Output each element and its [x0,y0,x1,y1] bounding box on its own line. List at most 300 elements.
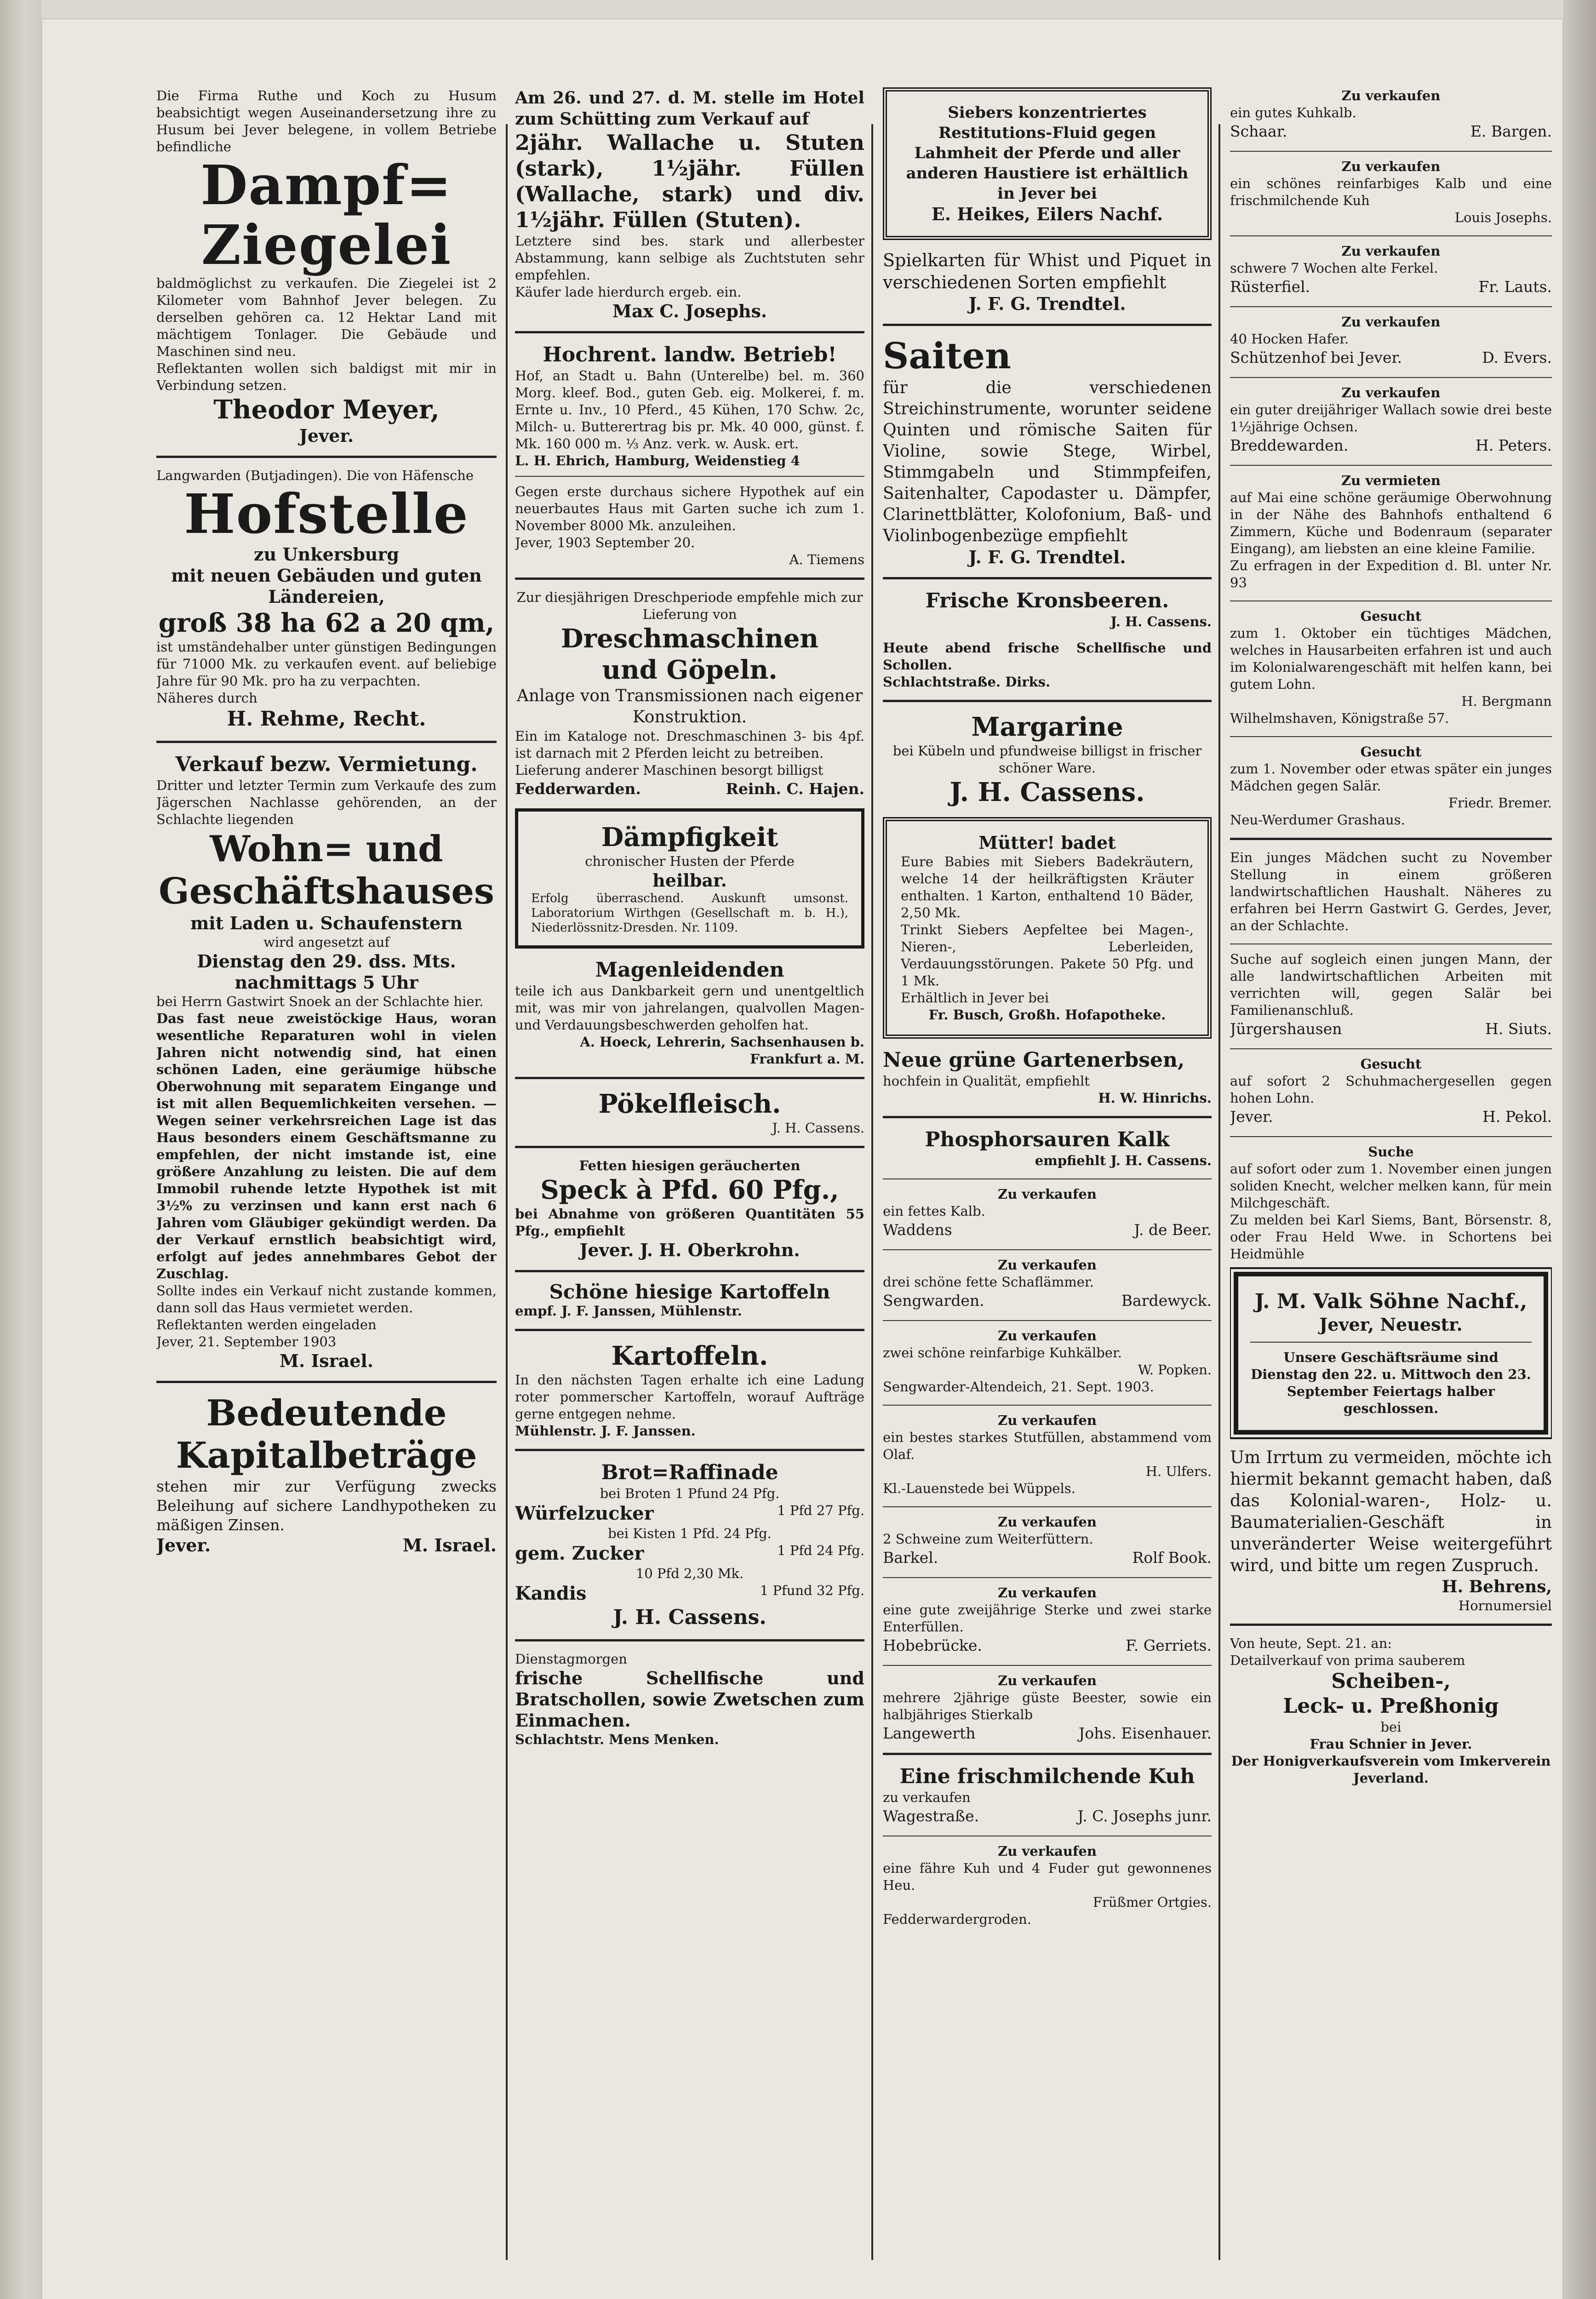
ad-text: zu verkaufen [883,1790,971,1805]
divider [883,1249,1212,1250]
ad-text: Heute abend frische Schellfische und Schollen. [883,640,1212,673]
divider [1230,1136,1552,1137]
divider [1230,377,1552,378]
ad-signature-row [1230,277,1552,297]
ad-signature: H. Ulfers. [1145,1464,1212,1479]
ad-product: Kandis [515,1583,587,1604]
ad-place: Wilhelmshaven, Königstraße 57. [1230,710,1449,726]
ad-signature-row [515,779,864,799]
ad-signature: E. Bargen. [1470,122,1552,140]
ad-headline: Frische Kronsbeeren. [925,589,1169,612]
ad-verkauf-stutfuellen [883,1412,1212,1497]
ad-margarine [883,711,1212,808]
ad-headline: Dampf= [200,153,452,217]
ad-valk-soehne [1234,1272,1548,1435]
ad-gesucht-maedchen-2 [1230,743,1552,829]
ad-signature: J. H. Cassens. [772,1120,864,1136]
ad-signature-row [883,1291,1212,1311]
page-edge [1563,0,1596,2299]
ad-gartenerbsen [883,1048,1212,1107]
ad-text: stehen mir zur Verfügung zwecks Beleihung auf sichere Landhypotheken zu mäßigen Zinsen. [156,1477,497,1534]
ad-text: teile ich aus Dankbarkeit gern und unentgeltlich mit, was mir von jahrelangen, qualvollen Magen- und Verdauungsbeschwerden geholfen hat. [515,983,864,1033]
ad-text: ein bestes starkes Stutfüllen, abstammend vom Olaf. [883,1430,1212,1462]
ad-title: Verkauf bezw. Vermietung. [175,753,478,776]
ad-small-text: Erfolg überraschend. Auskunft umsonst. Laboratorium Wirthgen (Gesellschaft m. b. H.), Niederlössnitz-Dresden. Nr. 1109. [531,892,848,935]
ad-signature-row [883,1548,1212,1568]
ad-signature: W. Popken. [1138,1362,1212,1378]
ad-text: Langwarden (Butjadingen). Die von Häfensche [156,468,474,483]
ad-signature: A. Hoeck, Lehrerin, Sachsenhausen b. Frankfurt a. M. [580,1034,864,1067]
price-row [515,1542,864,1565]
ad-price: bei Kisten 1 Pfd. 24 Pfg. [608,1526,772,1541]
divider [883,1405,1212,1406]
ad-text: bei Herrn Gastwirt Snoek an der Schlachte hier. [156,994,484,1009]
ad-headline: Hochrent. landw. Betrieb! [543,343,837,366]
ad-signature: J. F. G. Trendtel. [968,547,1126,567]
ad-daempfigkeit [515,808,864,949]
ad-time: nachmittags 5 Uhr [235,972,418,993]
ad-verkauf-schaflaemmer [883,1257,1212,1311]
ad-signature: Bardewyck. [1121,1292,1212,1310]
ad-place: Neu-Werdumer Grashaus. [1230,812,1405,828]
ad-date: Jever, 21. September 1903 [156,1334,337,1350]
ad-headline: Pökelfleisch. [598,1089,781,1119]
ad-signature: M. Israel. [402,1535,497,1556]
ad-signature: Schlachtstraße. Dirks. [883,674,1051,690]
ad-headline: Leck- u. Preßhonig [1283,1694,1499,1718]
ad-text: wird angesetzt auf [263,934,389,950]
ad-signature-row [1230,435,1552,456]
ad-signature: D. Evers. [1482,349,1552,366]
ad-signature: M. Israel. [279,1350,374,1371]
ad-kalb-kuh [1230,158,1552,226]
ad-schellfische-dirks [883,640,1212,691]
ad-signature: Rolf Book. [1132,1549,1212,1567]
ad-signature: H. Behrens, [1442,1577,1552,1596]
ad-signature: Johs. Eisenhauer. [1079,1724,1212,1742]
ad-price: bei Broten 1 Pfund 24 Pfg. [600,1486,780,1501]
ad-place: Hobebrücke. [883,1636,982,1654]
ad-title: Zu verkaufen [1341,159,1441,174]
ad-signature: H. W. Hinrichs. [1098,1090,1212,1106]
ad-title: Suche [1368,1144,1414,1160]
ad-text: Zur diesjährigen Dreschperiode empfehle mich zur Lieferung von [516,589,863,622]
ad-title: Zu verkaufen [998,1257,1097,1273]
ad-signature: F. Gerriets. [1126,1636,1212,1654]
ad-text: auf sofort oder zum 1. November einen jungen soliden Knecht, welcher melken kann, für mein Milchgeschäft. [1230,1161,1552,1211]
ad-speck [515,1157,864,1261]
ad-text: Detailverkauf von prima sauberem [1230,1653,1465,1668]
divider [883,1506,1212,1507]
divider [156,1381,497,1383]
ad-signature: J. H. Cassens. [950,777,1145,807]
ad-headline: Eine frischmilchende Kuh [899,1765,1195,1788]
ad-text: zwei schöne reinfarbige Kuhkälber. [883,1345,1122,1361]
ad-product: Würfelzucker [515,1503,654,1524]
ad-place: Jever. [1230,1108,1273,1126]
divider [1230,306,1552,307]
ad-text: schwere 7 Wochen alte Ferkel. [1230,260,1438,276]
ad-stellung [1230,849,1552,934]
ad-signature-row [883,1636,1212,1656]
ad-saiten [883,335,1212,568]
ad-kartoffeln-2 [515,1340,864,1440]
ad-place: Kl.-Lauenstede bei Wüppels. [883,1481,1075,1496]
ad-knecht [1230,1144,1552,1263]
ad-place: Fedderwarden. [515,780,641,798]
ad-ziegelei [156,87,497,446]
ad-text: mit neuen Gebäuden und guten Ländereien, [171,565,482,607]
ad-price: 1 Pfd 27 Pfg. [777,1503,864,1518]
column-rule [871,124,873,2260]
ad-headline: Speck à Pfd. 60 Pfg., [540,1175,839,1205]
ad-signature: H. Peters. [1476,436,1552,454]
ad-text: zu Unkersburg [254,544,399,565]
price-row [515,1502,864,1525]
ad-title: Zu verkaufen [998,1413,1097,1428]
ad-signature: Reinh. C. Hajen. [726,780,864,798]
ad-text: eine gute zweijährige Sterke und zwei starke Enterfüllen. [883,1602,1212,1635]
ad-headline: Mütter! badet [978,832,1116,853]
ad-headline: Ziegelei [201,213,452,277]
ad-verkauf-heu [883,1843,1212,1928]
ad-title: Zu verkaufen [998,1585,1097,1601]
ad-signature: Frau Schnier in Jever. [1310,1736,1472,1752]
divider [515,1077,864,1079]
divider [883,1753,1212,1755]
ad-text: Erhältlich in Jever bei [901,990,1049,1006]
ad-signature: Fr. Busch, Großh. Hofapotheke. [928,1007,1166,1023]
divider [1230,736,1552,737]
ad-place: Schützenhof bei Jever. [1230,349,1402,366]
ad-text: ist umständehalber unter günstigen Bedingungen für 71000 Mk. zu verkaufen event. auf beliebige Jahre für 90 Mk. pro ha zu verpachten. [156,639,497,689]
divider [1250,1342,1532,1343]
newspaper-page [41,18,1563,2299]
divider [1230,465,1552,466]
ad-title: Zu verkaufen [998,1843,1097,1859]
ad-signature: Max C. Josephs. [612,301,767,321]
ad-text: Die Firma Ruthe und Koch zu Husum beabsichtigt wegen Auseinandersetzung ihre zu Husum bei Jever belegene, in vollem Betriebe befindliche [156,88,497,154]
page-binding [0,0,41,2299]
divider [883,1665,1212,1666]
ad-signature: H. Siuts. [1485,1020,1552,1038]
ad-place: Jürgershausen [1230,1020,1342,1038]
column-3 [883,87,1212,2269]
ad-headline: Phosphorsauren Kalk [925,1128,1170,1151]
ad-signature-row [883,1806,1212,1826]
ad-muetter-badet [883,817,1212,1039]
ad-signature: empf. J. F. Janssen, Mühlenstr. [515,1303,742,1319]
ad-headline: Geschäftshauses [159,870,494,912]
ad-text: bei Kübeln und pfundweise billigst in frischer schöner Ware. [892,743,1202,776]
divider [1230,1624,1552,1626]
ad-text: auf Mai eine schöne geräumige Oberwohnung in der Nähe des Bahnhofs enthaltend 6 Zimmern, Küche und Bodenraum (separater Eingang), am liebsten an eine kleine Familie. [1230,490,1552,556]
ad-schuhmacher [1230,1056,1552,1127]
ad-text: eine fähre Kuh und 4 Fuder gut gewonnenes Heu. [883,1860,1212,1893]
ad-signature-row [156,1535,497,1556]
ad-spielkarten [883,249,1212,315]
ad-headline: Kapitalbeträge [176,1435,477,1476]
divider [515,476,864,477]
ad-title: Gesucht [1360,1056,1422,1072]
ad-zucker [515,1460,864,1630]
ad-text: Der Honigverkaufsverein vom Imkerverein Jeverland. [1231,1753,1551,1786]
ad-betrieb [515,343,864,568]
ad-signature: A. Tiemens [789,552,864,567]
ad-headline: Saiten [883,335,1011,377]
ad-text: Am 26. und 27. d. M. stelle im Hotel zum Schütting zum Verkauf auf [515,88,864,129]
ad-text: bei [1380,1719,1402,1735]
column-1 [156,87,497,2269]
ad-text: ein fettes Kalb. [883,1203,985,1219]
ad-wohnhaus [156,752,497,1372]
ad-text: für die verschiedenen Streichinstrumente, worunter seidene Quinten und römische Saiten für Violine, sowie Stege, Wirbel, Stimmgabeln und Stimmpfeifen, Saitenhalter, Capodaster u. Dämpfer, Clarinettblätter, Kolofonium, Baß- und Violinbogenbezüge empfiehlt [883,378,1212,545]
ad-signature: L. H. Ehrich, Hamburg, Weidenstieg 4 [515,453,800,469]
ad-text: Anlage von Transmissionen nach eigener Konstruktion. [516,686,863,726]
ad-title: Zu verkaufen [1341,314,1441,330]
divider [883,1320,1212,1321]
column-rule [1218,124,1220,2260]
ad-place: Schaar. [1230,122,1287,140]
divider [1230,1048,1552,1049]
divider [515,578,864,580]
ad-text: auf sofort 2 Schuhmachergesellen gegen hohen Lohn. [1230,1073,1552,1106]
ad-signature: empfiehlt J. H. Cassens. [1035,1153,1212,1168]
ad-date: Sengwarder-Altendeich, 21. Sept. 1903. [883,1379,1154,1395]
ad-honig [1230,1635,1552,1787]
divider [515,1270,864,1272]
ad-text: Eure Babies mit Siebers Badekräutern, welche 14 der heilkräftigsten Kräuter enthalten. 1 Karton, enthaltend 10 Bäder, 2,50 Mk. [901,854,1194,921]
ad-text: Dritter und letzter Termin zum Verkaufe des zum Jägerschen Nachlasse gehörenden, an der Schlachte liegenden [156,778,497,827]
ad-text: Suche auf sogleich einen jungen Mann, der alle landwirtschaftlichen Arbeiten mit verrichten will, gegen Salär bei Familienanschluß. [1230,951,1552,1018]
ad-text: mit Laden u. Schaufenstern [190,913,463,933]
ad-signature-row [1230,121,1552,142]
ad-signature: J. de Beer. [1134,1221,1212,1239]
ad-headline: J. M. Valk Söhne Nachf., [1254,1290,1527,1313]
divider [883,577,1212,579]
ad-text: Dienstagmorgen [515,1651,627,1667]
ad-signature: H. Rehme, Recht. [227,707,426,731]
ad-siebers-fluid [883,87,1212,240]
ad-headline: Dämpfigkeit [601,822,778,852]
ad-text: zum 1. Oktober ein tüchtiges Mädchen, welches in Hausarbeiten erfahren ist und auch im Kolonialwarengeschäft mit helfen kann, bei gutem Lohn. [1230,625,1552,692]
ad-text: Letztere sind bes. stark und allerbester Abstammung, kann selbige als Zuchtstuten sehr empfehlen. [515,233,864,283]
ad-text: bei Abnahme von größeren Quantitäten 55 Pfg., empfiehlt [515,1206,864,1239]
ad-price: 1 Pfund 32 Pfg. [760,1583,864,1598]
ad-gesucht-maedchen [1230,608,1552,727]
ad-text: Um Irrtum zu vermeiden, möchte ich hiermit bekannt gemacht haben, daß das Kolonial-waren-, Holz- u. Baumaterialien-Geschäft in unveränderter Weise weitergeführt wird, und bitte um regen Zuspruch. [1230,1447,1552,1575]
ad-text: Spielkarten für Whist und Piquet in verschiedenen Sorten empfiehlt [883,250,1212,292]
ad-text: chronischer Husten der Pferde [585,853,795,869]
divider [156,456,497,458]
ad-text: baldmöglichst zu verkaufen. Die Ziegelei ist 2 Kilometer vom Bahnhof Jever belegen. Zu derselben gehören ca. 12 Hektar Land mit mächtigem Tonlager. Die Gebäude und Maschinen sind neu. [156,275,497,359]
divider [883,700,1212,702]
ad-phosphorkalk [883,1127,1212,1169]
ad-verkauf-schweine [883,1514,1212,1568]
divider [515,1329,864,1331]
ad-hofstelle [156,467,497,732]
ad-headline: und Göpeln. [602,655,778,685]
ad-text: 2 Schweine zum Weiterfüttern. [883,1531,1093,1547]
ad-title: Zu verkaufen [1341,385,1441,400]
ad-signature-row [1230,1107,1552,1127]
ad-title: Zu verkaufen [998,1514,1097,1530]
ad-frischmilchende-kuh [883,1764,1212,1826]
ad-kartoffeln-1 [515,1281,864,1320]
ad-pferde [515,87,864,322]
ad-ferkel [1230,243,1552,297]
ad-text: mehrere 2jährige güste Beester, sowie ein halbjähriges Stierkalb [883,1690,1212,1722]
ad-text: Unsere Geschäftsräume sind Dienstag den 22. u. Mittwoch den 23. September Feiertags halber geschlossen. [1251,1350,1531,1416]
divider [515,1449,864,1451]
ad-text: zum 1. November oder etwas später ein junges Mädchen gegen Salär. [1230,761,1552,794]
ad-text: Lieferung anderer Maschinen besorgt billigst [515,762,824,778]
ad-headline: Neue grüne Gartenerbsen, [883,1048,1185,1072]
ad-text: Sollte indes ein Verkauf nicht zustande kommen, dann soll das Haus vermietet werden. [156,1283,497,1315]
ad-title: Zu verkaufen [1341,88,1441,103]
ad-place: Sengwarden. [883,1292,984,1310]
ad-title: Zu verkaufen [998,1328,1097,1344]
ad-behrens [1230,1447,1552,1614]
ad-signature: Mühlenstr. J. F. Janssen. [515,1423,696,1439]
ad-text: Trinkt Siebers Aepfeltee bei Magen-, Nieren-, Leberleiden, Verdauungsstörungen. Pakete 50 Pfg. und 1 Mk. [901,922,1194,989]
divider [515,1146,864,1148]
ad-verkauf-kalb [883,1186,1212,1240]
ad-kuhkalb [1230,87,1552,142]
ad-signature: Theodor Meyer, [213,395,440,425]
ad-signature: Früßmer Ortgies. [1093,1894,1212,1910]
ad-dreschmaschinen [515,589,864,799]
ad-text: Siebers konzentriertes Restitutions-Fluid gegen Lahmheit der Pferde und aller anderen Haustiere ist erhältlich in Jever bei [906,103,1189,203]
ad-signature: Jever. J. H. Oberkrohn. [579,1240,800,1260]
column-2 [515,87,864,2269]
divider [1230,838,1552,840]
ad-text: hochfein in Qualität, empfiehlt [883,1073,1090,1089]
ad-headline: Brot=Raffinade [601,1461,778,1484]
ad-text: Von heute, Sept. 21. an: [1230,1636,1392,1651]
ad-kapital [156,1392,497,1556]
ad-text: Fetten hiesigen geräucherten [579,1158,801,1173]
ad-headline: 2jähr. Wallache u. Stuten (stark), 1½jähr. Füllen (Wallache, stark) und div. 1½jähr. Füllen (Stuten). [515,130,864,232]
ad-text: Käufer lade hierdurch ergeb. ein. [515,284,742,300]
ad-price: 10 Pfd 2,30 Mk. [635,1566,744,1581]
ad-place: Jever. [299,425,354,446]
ad-headline: Bedeutende [206,1392,447,1434]
divider [1230,151,1552,152]
ad-signature: Friedr. Bremer. [1448,795,1552,811]
ad-text: Reflektanten werden eingeladen [156,1317,377,1333]
ad-text: Zu melden bei Karl Siems, Bant, Börsenstr. 8, oder Frau Held Wwe. in Schortens bei Heidmühle [1230,1212,1552,1262]
ad-signature: Louis Josephs. [1454,210,1552,225]
ad-signature-row [883,1220,1212,1240]
divider [515,331,864,333]
ad-text: Gegen erste durchaus sichere Hypothek auf ein neuerbautes Haus mit Garten suche ich zum 1. November 8000 Mk. anzuleihen. [515,484,864,533]
ad-wallach-ochsen [1230,384,1552,456]
ad-text: In den nächsten Tagen erhalte ich eine Ladung roter pommerscher Kartoffeln, worauf Aufträge gerne entgegen nehme. [515,1372,864,1422]
ad-text: Zu erfragen in der Expedition d. Bl. unter Nr. 93 [1230,558,1552,590]
divider [156,741,497,743]
ad-verkauf-beester [883,1672,1212,1744]
ad-text: Reflektanten wollen sich baldigst mit mir in Verbindung setzen. [156,360,497,393]
ad-hafer [1230,314,1552,368]
ad-poekelfleisch [515,1088,864,1137]
ad-signature: H. Bergmann [1461,693,1552,709]
ad-text: ein schönes reinfarbiges Kalb und eine frischmilchende Kuh [1230,176,1552,208]
ad-product: gem. Zucker [515,1543,644,1564]
ad-place: Langewerth [883,1724,976,1742]
ad-place: Jever, Neuestr. [1319,1314,1463,1335]
column-4 [1230,87,1552,2269]
ad-headline: Dreschmaschinen [561,623,819,654]
ad-schellfische [515,1651,864,1748]
ad-text: heilbar. [652,870,727,891]
ad-place: Fedderwardergroden. [883,1911,1031,1927]
ad-place: Rüsterfiel. [1230,278,1310,296]
ad-text: Das fast neue zweistöckige Haus, woran wesentliche Reparaturen wohl in vielen Jahren nicht notwendig sind, hat einen schönen Laden, eine geräumige hübsche Oberwohnung mit separatem Eingange und ist mit allen Bequemlichkeiten versehen. — Wegen seiner verkehrsreichen Lage ist das Haus besonders einem Geschäftsmanne zu empfehlen, der nicht imstande ist, eine größere Anzahlung zu leisten. Die auf dem Immobil ruhende letzte Hypothek ist mit 3½% zu verzinsen und kann erst nach 6 Jahren vom Gläubiger gekündigt werden. Da der Verkauf ernstlich beabsichtigt wird, erfolgt auf jedes annehmbares Gebot der Zuschlag. [156,1011,497,1281]
divider [883,1116,1212,1118]
divider [1230,600,1552,601]
ad-size: groß 38 ha 62 a 20 qm, [158,608,495,638]
ad-text: drei schöne fette Schaflämmer. [883,1274,1094,1290]
ad-signature: J. F. G. Trendtel. [968,293,1126,314]
ad-date: Dienstag den 29. dss. Mts. [197,951,456,972]
ad-text: ein guter dreijähriger Wallach sowie drei beste 1½jährige Ochsen. [1230,402,1552,435]
ad-signature: E. Heikes, Eilers Nachf. [931,204,1163,224]
ad-magen [515,958,864,1068]
ad-title: Zu verkaufen [998,1673,1097,1688]
ad-text: ein gutes Kuhkalb. [1230,105,1356,120]
ad-headline: Margarine [971,712,1123,742]
ad-verkauf-kuhkaelber [883,1327,1212,1395]
ad-place: Barkel. [883,1549,938,1567]
ad-place: Jever. [156,1535,211,1556]
ad-headline: Hofstelle [184,482,469,546]
ad-title: Zu verkaufen [998,1186,1097,1202]
ad-place: Wagestraße. [883,1807,979,1825]
ad-date: Jever, 1903 September 20. [515,535,695,550]
divider [1230,235,1552,236]
ad-signature: H. Pekol. [1482,1108,1552,1126]
divider [515,1639,864,1641]
ad-oberwohnung [1230,472,1552,591]
ad-headline: frische Schellfische und Bratschollen, sowie Zwetschen zum Einmachen. [515,1668,864,1731]
ad-place: Breddewarden. [1230,436,1349,454]
ad-signature: Fr. Lauts. [1478,278,1552,296]
ad-kronsbeeren [883,589,1212,630]
ad-verkauf-sterke [883,1584,1212,1656]
ad-signature: J. C. Josephs junr. [1077,1807,1212,1825]
divider [883,324,1212,326]
price-row [515,1582,864,1605]
ad-place: Waddens [883,1221,952,1239]
ad-text: Hof, an Stadt u. Bahn (Unterelbe) bel. m. 360 Morg. kleef. Bod., guten Geb. eig. Molkerei, f. m. Ernte u. Inv., 10 Pferd., 45 Kühen, 170 Schw. 2c, Milch- u. Butterertrag bis pr. Mk. 40 000, günst. f. Mk. 160 000 m. ⅓ Anz. verk. w. Ausk. ert. [515,368,864,452]
ad-price: 1 Pfd 24 Pfg. [777,1543,864,1558]
ad-signature: J. H. Cassens. [1110,614,1212,629]
ad-junger-mann [1230,951,1552,1039]
ad-title: Gesucht [1360,608,1422,624]
ad-headline: Magenleidenden [595,958,784,982]
ad-signature-row [1230,1019,1552,1039]
ad-text: 40 Hocken Hafer. [1230,331,1349,347]
ad-signature-row [1230,348,1552,368]
divider [883,1178,1212,1179]
ad-headline: Kartoffeln. [611,1341,768,1371]
ad-headline: Wohn= und [210,828,443,870]
ad-text: Ein im Kataloge not. Dreschmaschinen 3- bis 4pf. ist darnach mit 2 Pferden leicht zu betreiben. [515,728,864,761]
ad-place: Hornumersiel [1458,1598,1552,1613]
ad-text: Ein junges Mädchen sucht zu November Stellung in einem größeren landwirtschaftlichen Haushalt. Näheres zu erfahren bei Herrn Gastwirt G. Gerdes, Jever, an der Schlachte. [1230,850,1552,933]
ad-title: Zu verkaufen [1341,243,1441,259]
